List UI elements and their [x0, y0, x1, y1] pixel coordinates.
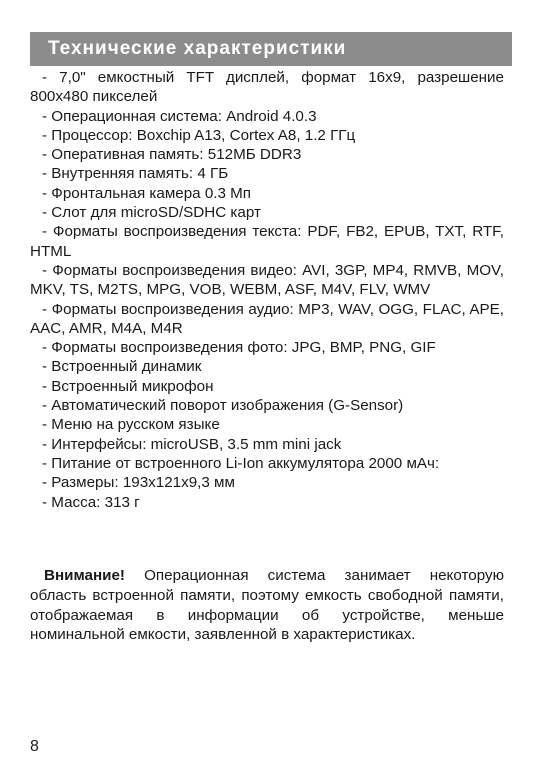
- spec-item-audio-formats: - Форматы воспроизведения аудио: MP3, WAV, OGG, FLAC, APE, AAC, AMR, M4A, M4R: [30, 300, 504, 337]
- spec-item-os: - Операционная система: Android 4.0.3: [42, 107, 317, 125]
- section-title: Технические характеристики: [48, 38, 347, 59]
- spec-item-weight: - Масса: 313 г: [42, 493, 140, 511]
- section-header-bar: [30, 32, 512, 66]
- spec-item-display: - 7,0" емкостный TFT дисплей, формат 16x9, разрешение 800x480 пикселей: [30, 69, 504, 106]
- spec-item-card-slot: - Слот для microSD/SDHC карт: [42, 204, 261, 222]
- spec-item-cpu: - Процессор: Boxchip A13, Cortex A8, 1.2 ГГц: [42, 126, 356, 144]
- notice-label: Внимание!: [44, 567, 125, 584]
- spec-item-camera: - Фронтальная камера 0.3 Мп: [42, 184, 252, 202]
- spec-list: [30, 68, 504, 512]
- spec-item-battery: - Питание от встроенного Li-Ion аккумулятора 2000 мАч:: [42, 454, 440, 472]
- spec-item-video-formats: - Форматы воспроизведения видео: AVI, 3GP, MP4, RMVB, MOV, MKV, TS, M2TS, MPG, VOB, WEBM, ASF, M4V, FLV, WMV: [30, 261, 504, 299]
- notice-text: Операционная система занимает некоторую область встроенной памяти, поэтому емкость свободной памяти, отображаемая в информации об устройстве, меньше номинальной емкости, заявленной в характеристиках.: [30, 567, 504, 644]
- notice-paragraph: [30, 566, 504, 645]
- spec-item-ram: - Оперативная память: 512МБ DDR3: [42, 146, 302, 164]
- spec-item-g-sensor: - Автоматический поворот изображения (G-Sensor): [42, 397, 404, 415]
- spec-item-storage: - Внутренняя память: 4 ГБ: [42, 165, 229, 183]
- spec-item-photo-formats: - Форматы воспроизведения фото: JPG, BMP, PNG, GIF: [42, 339, 436, 357]
- spec-item-dimensions: - Размеры: 193x121x9,3 мм: [42, 474, 235, 492]
- spec-item-interfaces: - Интерфейсы: microUSB, 3.5 mm mini jack: [42, 435, 342, 453]
- spec-item-speaker: - Встроенный динамик: [42, 358, 202, 376]
- spec-item-text-formats: - Форматы воспроизведения текста: PDF, FB2, EPUB, TXT, RTF, HTML: [30, 223, 504, 260]
- page-number: 8: [30, 738, 39, 755]
- spec-item-menu-language: - Меню на русском языке: [42, 416, 220, 434]
- spec-item-microphone: - Встроенный микрофон: [42, 377, 214, 395]
